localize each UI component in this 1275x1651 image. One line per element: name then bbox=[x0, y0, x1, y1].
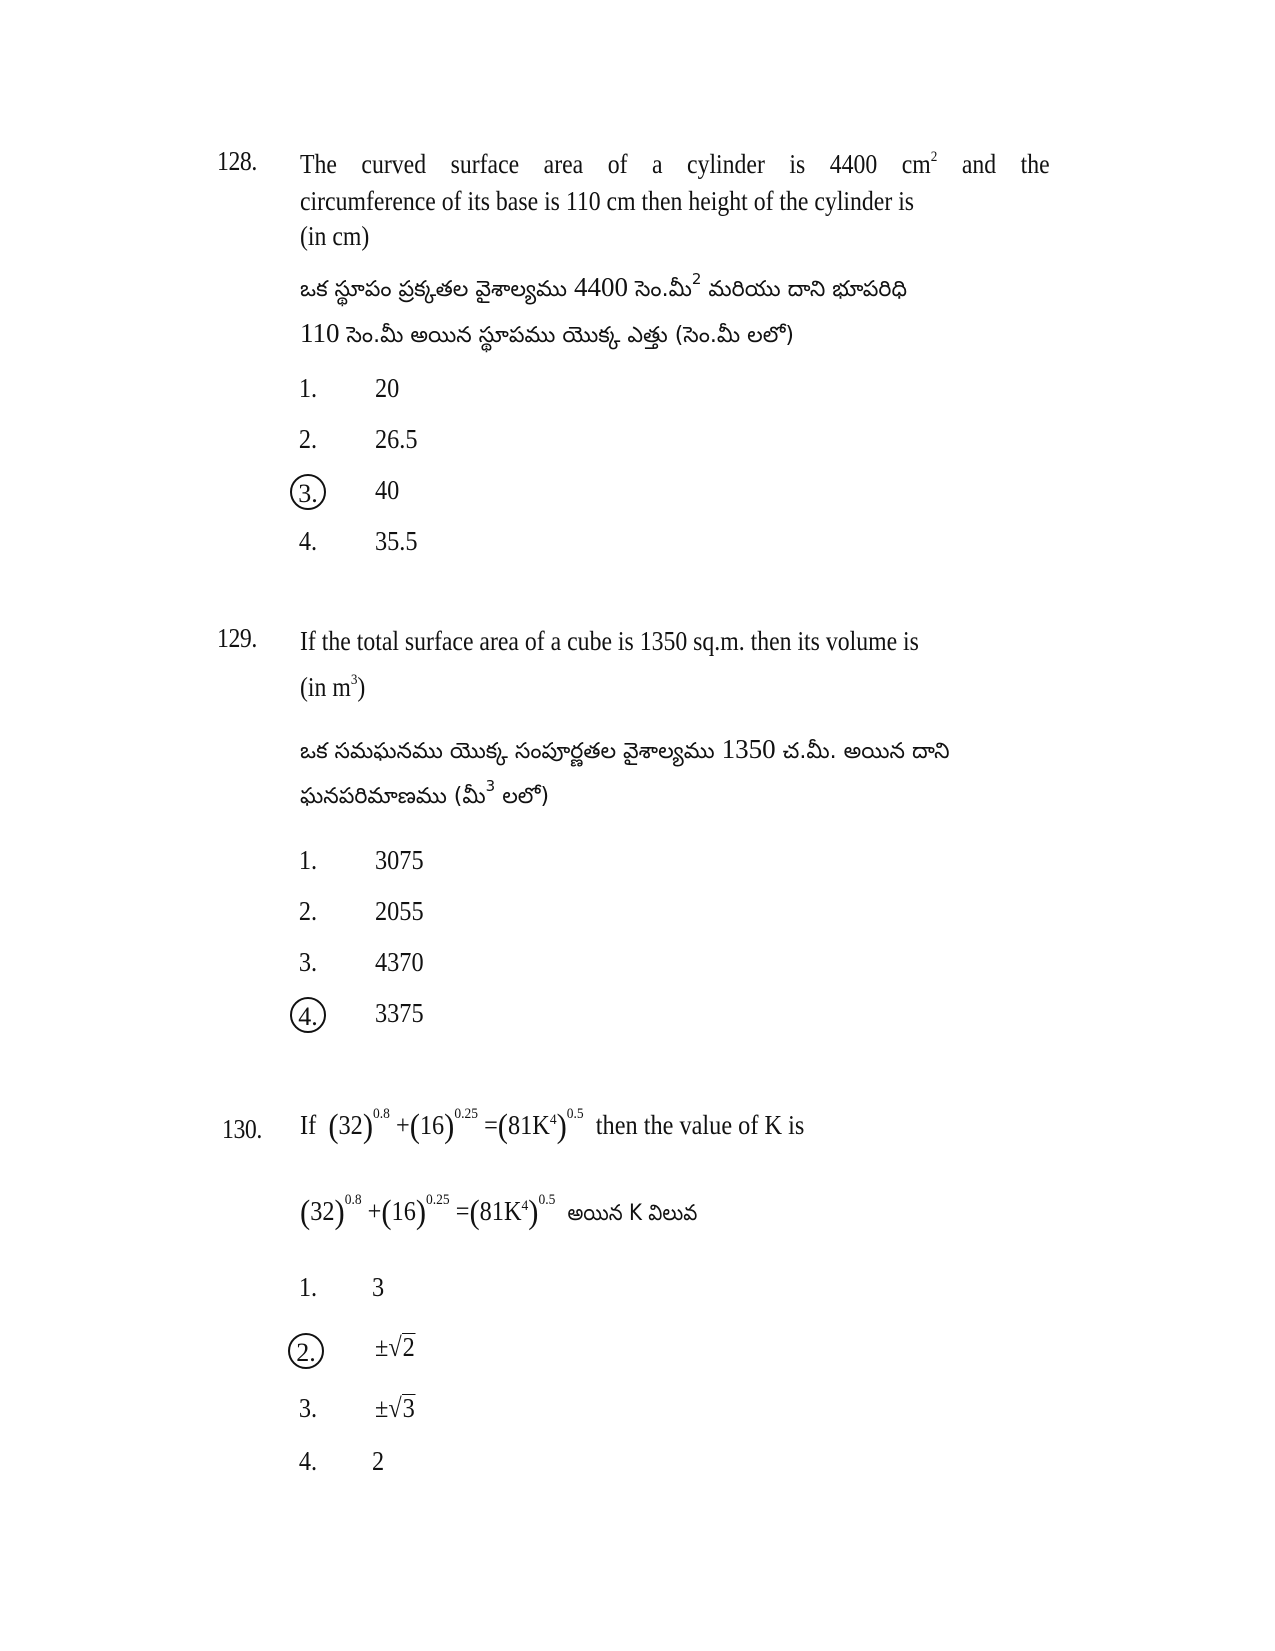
option-value[interactable]: ±√2 bbox=[375, 1332, 415, 1362]
question-number: 129. bbox=[217, 623, 257, 653]
question-text-line-2: (in $m^3$) bbox=[300, 672, 366, 702]
option-value[interactable]: 3 bbox=[372, 1272, 385, 1302]
option-value[interactable]: 35.5 bbox=[375, 526, 418, 556]
option-value[interactable]: 20 bbox=[375, 373, 400, 403]
question-equation-english: If $(32)^{0.8} +(16)^{0.25} =(81K^4)^{0.5}$ then the value of K is bbox=[300, 1106, 805, 1145]
question-text-line-3: (in cm) bbox=[300, 221, 370, 251]
option-number[interactable]: 4. bbox=[298, 526, 318, 556]
telugu-text-line-2: 110 సెం.మీ అయిన స్థూపము యొక్క ఎత్తు (సెం.మీ లలో) bbox=[300, 318, 794, 348]
question-text-line-1: The curved surface area of a cylinder is 4400 $cm^2$ and the bbox=[300, 149, 1050, 179]
option-value[interactable]: 26.5 bbox=[375, 424, 418, 454]
option-number[interactable]: 1. bbox=[298, 1272, 318, 1302]
question-text-line-1: If the total surface area of a cube is 1350 sq.m. then its volume is bbox=[300, 626, 919, 656]
selected-answer-circle[interactable]: 2. bbox=[288, 1333, 324, 1369]
telugu-text-line-2: ఘనపరిమాణము (మీ$^3$ లలో) bbox=[300, 777, 550, 809]
option-value[interactable]: 2055 bbox=[375, 896, 424, 926]
option-number[interactable]: 2. bbox=[298, 424, 318, 454]
option-value[interactable]: 4370 bbox=[375, 947, 424, 977]
selected-answer-circle[interactable]: 4. bbox=[290, 997, 326, 1033]
option-number[interactable]: 2. bbox=[298, 896, 318, 926]
telugu-text-line-1: ఒక స్థూపం ప్రక్కతల వైశాల్యము 4400 సెం.మీ$^2$ మరియు దాని భూపరిధి bbox=[300, 270, 907, 302]
question-number: 130. bbox=[222, 1114, 262, 1144]
option-value[interactable]: 3075 bbox=[375, 845, 424, 875]
option-number[interactable]: 1. bbox=[298, 845, 318, 875]
option-value[interactable]: 2 bbox=[372, 1446, 385, 1476]
option-number[interactable]: 3. bbox=[298, 1393, 318, 1423]
telugu-text-line-1: ఒక సమఘనము యొక్క సంపూర్ణతల వైశాల్యము 1350 చ.మీ. అయిన దాని bbox=[300, 734, 950, 764]
option-number[interactable]: 1. bbox=[298, 373, 318, 403]
sqrt-radicand: 2 bbox=[402, 1332, 415, 1362]
option-value[interactable]: ±√3 bbox=[375, 1393, 415, 1423]
option-number[interactable]: 3. bbox=[298, 947, 318, 977]
option-number[interactable]: 4. bbox=[298, 1446, 318, 1476]
question-equation-telugu: $(32)^{0.8} +(16)^{0.25} =(81K^4)^{0.5}$ అయిన K విలువ bbox=[300, 1192, 698, 1231]
sqrt-radicand: 3 bbox=[402, 1393, 415, 1423]
selected-answer-circle[interactable]: 3. bbox=[290, 474, 326, 510]
option-value[interactable]: 40 bbox=[375, 475, 400, 505]
question-number: 128. bbox=[217, 146, 257, 176]
question-text-line-2: circumference of its base is 110 cm then height of the cylinder is bbox=[300, 186, 915, 216]
option-value[interactable]: 3375 bbox=[375, 998, 424, 1028]
